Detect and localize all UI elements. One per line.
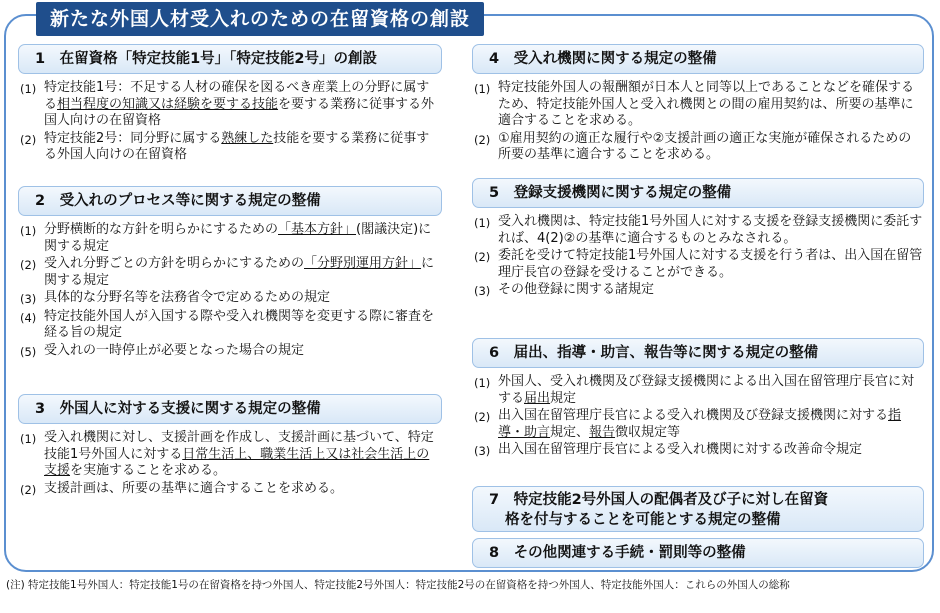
list-item: (1) 特定技能外国人の報酬額が日本人と同等以上であることなどを確保するため、特定技能外国人と受入れ機関との間の雇用契約は、所要の基準に適合することを求める。 bbox=[474, 80, 915, 128]
list-item: (2) 支援計画は、所要の基準に適合することを求める。 bbox=[20, 480, 344, 497]
list-item: (2) 委託を受けて特定技能1号外国人に対する支援を行う者は、出入国在留管理庁長官の登録を受けることができる。 bbox=[474, 248, 923, 280]
section-1-heading: 1 在留資格「特定技能1号」「特定技能2号」の創設 bbox=[18, 44, 442, 74]
section-7-heading: 7 特定技能2号外国人の配偶者及び子に対し在留資 格を付与することを可能とする規定の整備 bbox=[472, 486, 924, 532]
section-4-heading: 4 受入れ機関に関する規定の整備 bbox=[472, 44, 924, 74]
list-item: (1) 外国人、受入れ機関及び登録支援機関による出入国在留管理庁長官に対する届出規定 bbox=[474, 374, 915, 406]
list-item: (3) その他登録に関する諸規定 bbox=[474, 282, 655, 298]
page-title: 新たな外国人材受入れのための在留資格の創設 bbox=[36, 2, 484, 36]
list-item: (3) 出入国在留管理庁長官による受入れ機関に対する改善命令規定 bbox=[474, 442, 863, 458]
list-item: (2) 出入国在留管理庁長官による受入れ機関及び登録支援機関に対する指導・助言規定、報告徴収規定等 bbox=[474, 408, 902, 440]
section-6-heading: 6 届出、指導・助言、報告等に関する規定の整備 bbox=[472, 338, 924, 368]
list-item: (4) 特定技能外国人が入国する際や受入れ機関等を変更する際に審査を経る旨の規定 bbox=[20, 308, 435, 340]
section-3-heading: 3 外国人に対する支援に関する規定の整備 bbox=[18, 394, 442, 424]
section-5 bbox=[472, 178, 924, 301]
section-6 bbox=[472, 338, 924, 461]
section-5-heading: 5 登録支援機関に関する規定の整備 bbox=[472, 178, 924, 208]
list-item: (2) ①雇用契約の適正な履行や②支援計画の適正な実施が確保されるための所要の基準に適合することを求める。 bbox=[474, 130, 912, 162]
footnote: (注) 特定技能1号外国人：特定技能1号の在留資格を持つ外国人、特定技能2号外国人：特定技能2号の在留資格を持つ外国人、特定技能外国人：これらの外国人の総称 bbox=[6, 579, 790, 591]
section-3 bbox=[18, 394, 442, 499]
section-4 bbox=[472, 44, 924, 165]
list-item: (1) 特定技能1号：不足する人材の確保を図るべき産業上の分野に属する相当程度の知識又は経験を要する技能を要する業務に従事する外国人向けの在留資格 bbox=[20, 80, 435, 128]
section-2-heading: 2 受入れのプロセス等に関する規定の整備 bbox=[18, 186, 442, 216]
section-8-heading: 8 その他関連する手続・罰則等の整備 bbox=[472, 538, 924, 568]
list-item: (1) 分野横断的な方針を明らかにするための「基本方針」(閣議決定)に関する規定 bbox=[20, 222, 432, 254]
list-item: (3) 具体的な分野名等を法務省令で定めるための規定 bbox=[20, 290, 331, 306]
list-item: (2) 特定技能2号：同分野に属する熟練した技能を要する業務に従事する外国人向けの在留資格 bbox=[20, 130, 430, 162]
section-8 bbox=[472, 538, 924, 568]
list-item: (1) 受入れ機関に対し、支援計画を作成し、支援計画に基づいて、特定技能1号外国人に対する日常生活上、職業生活上又は社会生活上の支援を実施することを求める。 bbox=[20, 430, 434, 478]
section-7 bbox=[472, 486, 924, 532]
section-2 bbox=[18, 186, 442, 361]
section-1 bbox=[18, 44, 442, 165]
list-item: (1) 受入れ機関は、特定技能1号外国人に対する支援を登録支援機関に委託すれば、4(2)②の基準に適合するものとみなされる。 bbox=[474, 214, 923, 246]
list-item: (5) 受入れの一時停止が必要となった場合の規定 bbox=[20, 342, 305, 359]
list-item: (2) 受入れ分野ごとの方針を明らかにするための「分野別運用方針」に関する規定 bbox=[20, 256, 435, 288]
